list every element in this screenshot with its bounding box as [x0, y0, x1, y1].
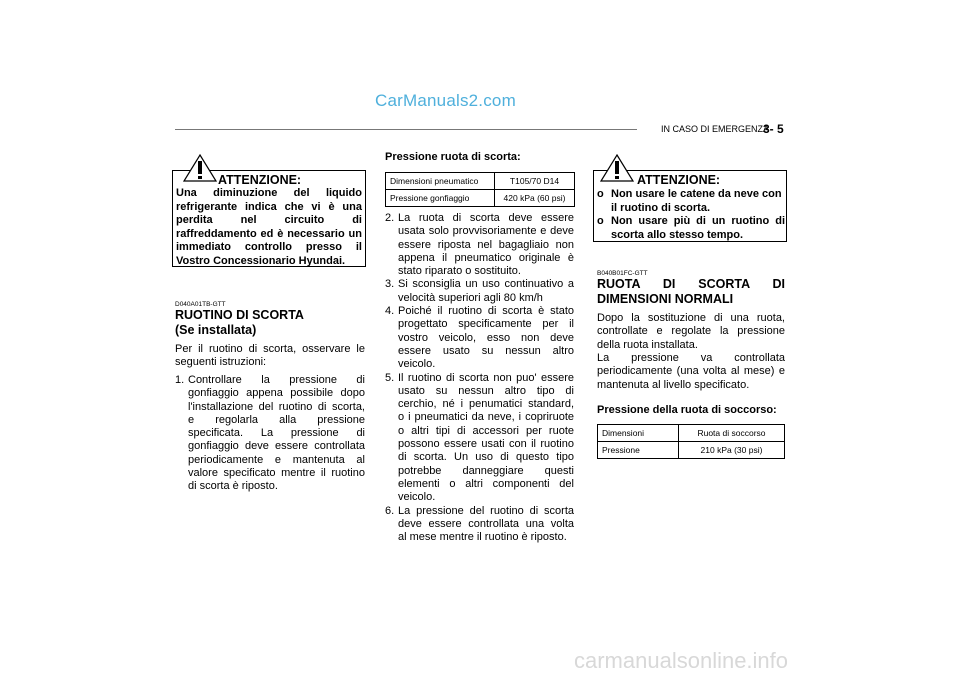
body-line: gonfiaggio appena possibile dopo [188, 387, 365, 400]
body-line: essere usato su nessun altro [398, 344, 574, 357]
table-cell-label: Pressione gonfiaggio [386, 190, 495, 207]
warning-title-left: ATTENZIONE: [218, 173, 302, 187]
table-row [598, 442, 785, 459]
body-line: al mese mentre il ruotino è riposto. [398, 531, 567, 544]
section-title-spare [175, 308, 304, 338]
list-number: 3. [385, 278, 395, 291]
warning-bullet-item [597, 188, 785, 215]
bullet-marker: o [597, 188, 604, 200]
table-row [386, 173, 575, 190]
body-line: Si sconsiglia un uso continuativo a [398, 278, 574, 291]
list-number: 1. [175, 374, 185, 386]
table-cell-value: 210 kPa (30 psi) [679, 442, 785, 459]
body-line: progettato specificamente per il [398, 318, 574, 331]
body-line: o i pneumatici da neve, i copriruote [398, 411, 574, 424]
spare-pressure-table [385, 172, 575, 207]
table-row [386, 190, 575, 207]
body-line: Dopo la sostituzione di una ruota, [597, 312, 785, 324]
warning-text-left [176, 187, 362, 268]
watermark-bottom: carmanualsonline.info [574, 648, 789, 673]
page-number: 3- 5 [763, 122, 784, 136]
spare-intro [175, 343, 365, 370]
body-line: La pressione va controllata [597, 352, 785, 364]
body-line: periodicamente (una volta al mese) e [597, 365, 785, 378]
body-line: gonfiaggio deve essere controllata [188, 440, 365, 453]
body-line: di scorta. Un uso di questo tipo [398, 451, 574, 464]
body-line: Controllare la pressione di [188, 374, 365, 386]
title-line: (Se installata) [175, 323, 257, 337]
body-line: e regolarla alla pressione [188, 413, 365, 426]
section-code-normal: B040B01FC-GTT [597, 270, 648, 277]
warning-triangle-icon [183, 154, 217, 182]
watermark-top: CarManuals2.com [375, 91, 516, 110]
table-row [598, 425, 785, 442]
body-line: seguenti istruzioni: [175, 356, 267, 369]
list-item-3 [385, 278, 574, 305]
body-line: cerchio, né i penumatici standard, [398, 398, 574, 411]
warning-line: Una diminuzione del liquido [176, 187, 362, 199]
warning-text-right [597, 188, 785, 242]
normal-para-1 [597, 312, 785, 352]
list-item-4 [385, 305, 574, 371]
body-line: l'installazione del ruotino di scorta, [188, 400, 365, 413]
warning-line: refrigerante indica che vi è una [176, 200, 362, 213]
warning-bullet-item [597, 215, 785, 242]
body-line: possono essere usati con il ruotino [398, 438, 574, 451]
list-item-5 [385, 372, 574, 505]
body-line: elementi o altri componenti del [398, 477, 574, 490]
warning-triangle-icon [600, 154, 634, 182]
table-cell-value: T105/70 D14 [495, 173, 575, 190]
section-title-normal [597, 277, 785, 307]
normal-pressure-table [597, 424, 785, 459]
warning-line: Non usare più di un ruotino di [611, 215, 785, 227]
pressure-list [385, 212, 574, 544]
header-rule [175, 129, 637, 130]
body-line: velocità superiori agli 80 km/h [398, 291, 543, 304]
header-section-title: IN CASO DI EMERGENZA [661, 124, 770, 134]
warning-line: scorta allo stesso tempo. [611, 228, 744, 241]
list-number: 2. [385, 212, 395, 224]
body-line: vostro veicolo, esso non deve [398, 331, 574, 344]
body-line: essere riposta nel bagagliaio non [398, 238, 574, 251]
warning-line: Vostro Concessionario Hyundai. [176, 254, 346, 267]
title-line: RUOTINO DI SCORTA [175, 308, 304, 322]
title-line: DIMENSIONI NORMALI [597, 292, 734, 306]
list-number: 5. [385, 371, 395, 384]
table-cell-label: Dimensioni [598, 425, 679, 442]
body-line: di scorta è riposto. [188, 480, 278, 493]
table-cell-value: Ruota di soccorso [679, 425, 785, 442]
normal-pressure-subtitle: Pressione della ruota di soccorso: [597, 404, 777, 416]
table-cell-label: Dimensioni pneumatico [386, 173, 495, 190]
list-number: 6. [385, 504, 395, 517]
body-line: appena il pneumatico originale è [398, 251, 574, 264]
warning-title-right: ATTENZIONE: [637, 173, 721, 187]
bullet-marker: o [597, 215, 604, 227]
normal-para-2 [597, 352, 785, 392]
warning-box-right [593, 170, 787, 242]
table-cell-value: 420 kPa (60 psi) [495, 190, 575, 207]
list-item-2 [385, 212, 574, 278]
table-cell-label: Pressione [598, 442, 679, 459]
body-line: mantenuta al livello specificato. [597, 378, 750, 391]
title-line: RUOTA DI SCORTA DI [597, 277, 785, 291]
body-line: deve essere controllata una volta [398, 517, 574, 530]
warning-line: il ruotino di scorta. [611, 201, 711, 214]
body-line: Poiché il ruotino di scorta è stato [398, 305, 574, 318]
body-line: La ruota di scorta deve essere [398, 212, 574, 224]
list-item-1 [175, 374, 365, 494]
body-line: La pressione del ruotino di scorta [398, 504, 574, 517]
body-line: usata solo provvisoriamente e deve [398, 225, 574, 238]
warning-line: raffreddamento ed è necessario un [176, 227, 362, 240]
warning-line: Non usare le catene da neve con [611, 188, 782, 200]
body-line: controllate e regolate la pressione [597, 325, 785, 338]
body-line: o altri tipi di accessori per ruote [398, 424, 574, 437]
body-line: specificata. La pressione di [188, 427, 365, 440]
body-line: della ruota installata. [597, 338, 698, 351]
body-line: veicolo. [398, 491, 436, 504]
warning-line: perdita nel circuito di [176, 214, 362, 226]
body-line: usato su nessun altro tipo di [398, 384, 574, 397]
section-title-pressure: Pressione ruota di scorta: [385, 151, 521, 163]
body-line: Il ruotino di scorta non puo' essere [398, 371, 574, 384]
warning-line: immediato controllo presso il [176, 241, 362, 253]
body-line: potrebbe danneggiare questi [398, 464, 574, 477]
body-line: Per il ruotino di scorta, osservare le [175, 343, 365, 355]
section-code-spare: D040A01TB-GTT [175, 301, 226, 308]
warning-box-left [172, 170, 366, 267]
list-number: 4. [385, 305, 395, 318]
list-item-6 [385, 505, 574, 545]
body-line: periodicamente e mantenuta al [188, 453, 365, 466]
body-line: veicolo. [398, 358, 436, 371]
body-line: valore specificato mentre il ruotino [188, 467, 365, 480]
body-line: stato riparato o sostituito. [398, 265, 521, 278]
